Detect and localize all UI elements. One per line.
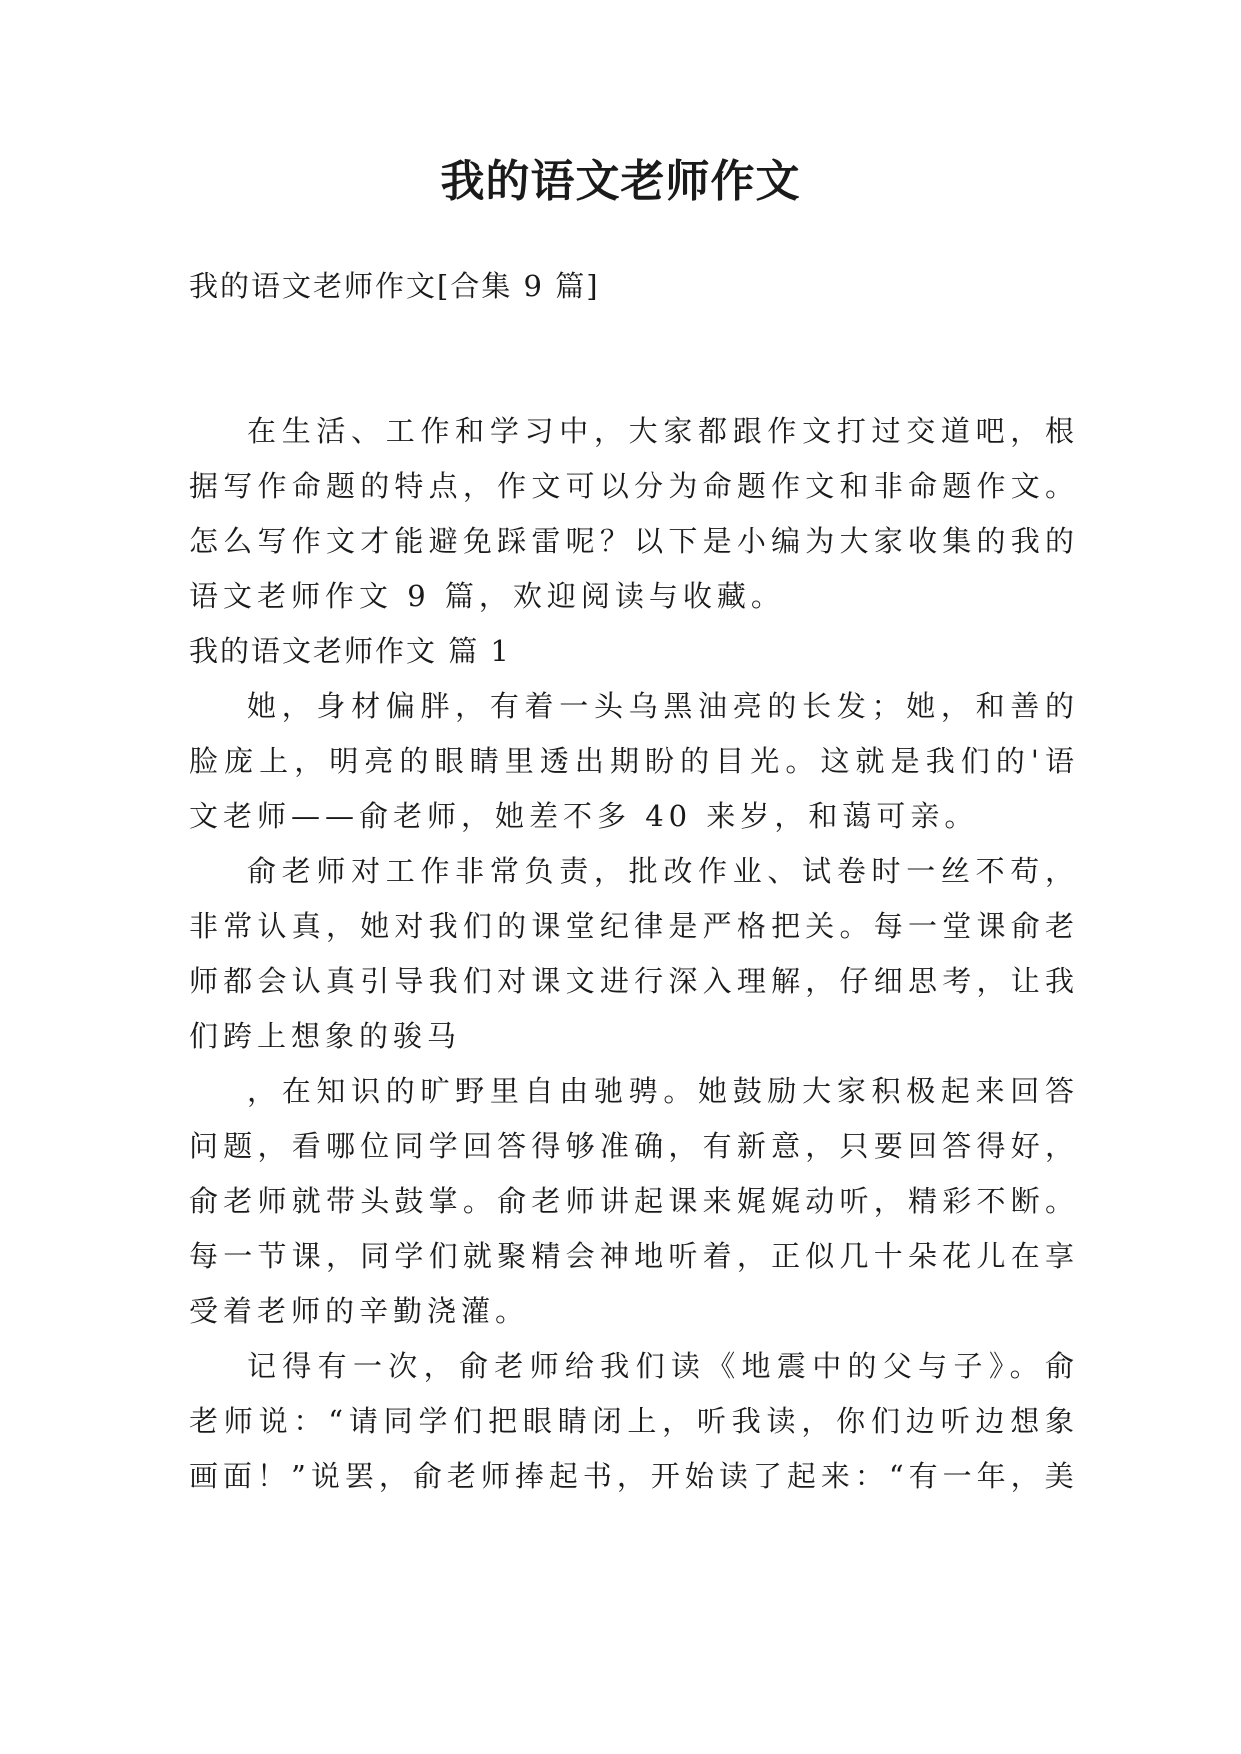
- section-title: 我的语文老师作文 篇 1: [189, 634, 511, 668]
- body-paragraph-3: ，在知识的旷野里自由驰骋。她鼓励大家积极起来回答问题，看哪位同学回答得够准确，有新意，只要回答得好，俞老师就带头鼓掌。俞老师讲起课来娓娓动听，精彩不断。每一节课，同学们就聚精会神地听着，正似几十朵花儿在享受着老师的辛勤浇灌。: [189, 1074, 1079, 1328]
- document-title: 我的语文老师作文: [440, 156, 801, 207]
- body-paragraph-4: 记得有一次，俞老师给我们读《地震中的父与子》。俞老师说：“请同学们把眼睛闭上，听我读，你们边听边想象画面！”说罢，俞老师捧起书，开始读了起来：“有一年，美: [189, 1349, 1079, 1493]
- document-body: [189, 404, 1079, 1504]
- body-paragraph-2: 俞老师对工作非常负责，批改作业、试卷时一丝不苟，非常认真，她对我们的课堂纪律是严格把关。每一堂课俞老师都会认真引导我们对课文进行深入理解，仔细思考，让我们跨上想象的骏马: [189, 854, 1079, 1053]
- document-subtitle: 我的语文老师作文[合集 9 篇]: [189, 269, 600, 303]
- body-paragraph-1: 她，身材偏胖，有着一头乌黑油亮的长发；她，和善的脸庞上，明亮的眼睛里透出期盼的目光。这就是我们的'语文老师——俞老师，她差不多 40 来岁，和蔼可亲。: [189, 689, 1079, 833]
- intro-paragraph: 在生活、工作和学习中，大家都跟作文打过交道吧，根据写作命题的特点，作文可以分为命题作文和非命题作文。怎么写作文才能避免踩雷呢？以下是小编为大家收集的我的语文老师作文 9 篇，欢迎阅读与收藏。: [189, 414, 1079, 613]
